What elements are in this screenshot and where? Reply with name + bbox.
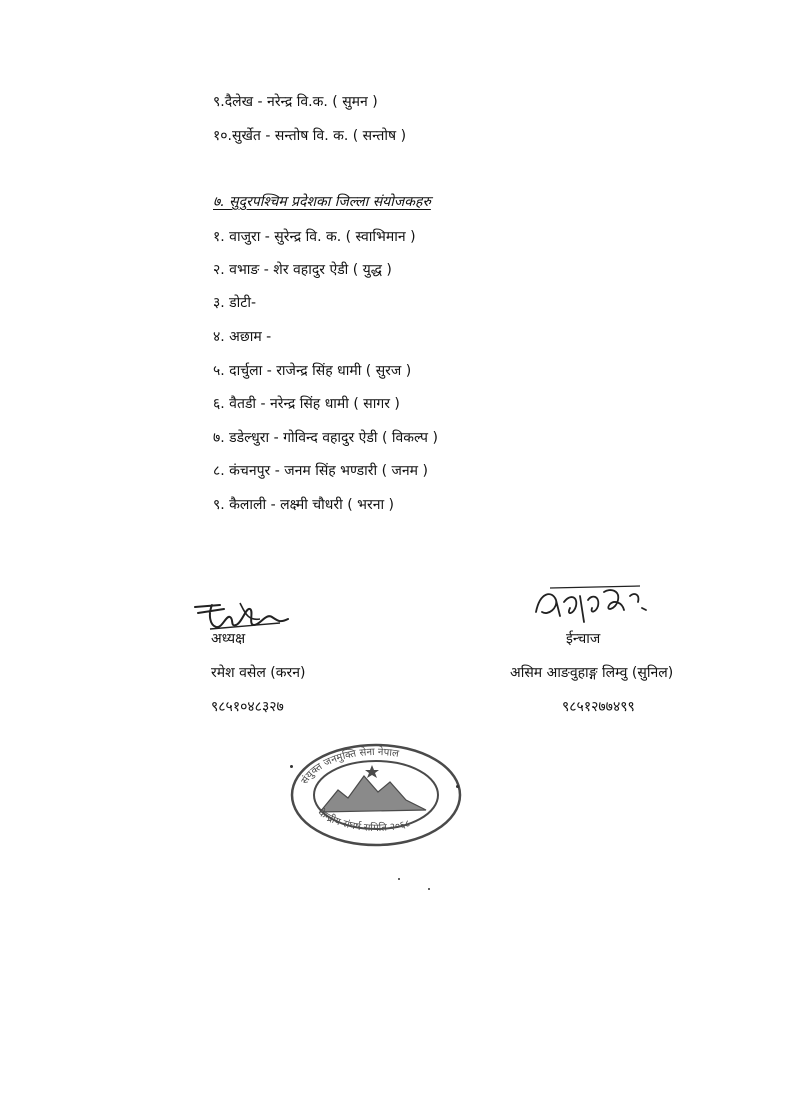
list-item: ५. दार्चुला - राजेन्द्र सिंह धामी ( सुरज ) xyxy=(213,363,412,379)
section-heading: ७. सुदुरपश्चिम प्रदेशका जिल्ला संयोजकहरु xyxy=(213,194,431,210)
list-item: ३. डोटी- xyxy=(213,295,257,311)
scan-speck xyxy=(428,888,430,890)
incharge-phone: ९८५१२७७४९९ xyxy=(562,699,635,715)
list-item: ६. वैतडी - नरेन्द्र सिंह धामी ( सागर ) xyxy=(213,396,400,412)
chairman-title: अध्यक्ष xyxy=(211,631,246,647)
previous-list-item: १०.सुर्खेत - सन्तोष वि. क. ( सन्तोष ) xyxy=(213,128,407,144)
list-item: १. वाजुरा - सुरेन्द्र वि. क. ( स्वाभिमान ) xyxy=(213,229,416,245)
list-item: ८. कंचनपुर - जनम सिंह भण्डारी ( जनम ) xyxy=(213,463,428,479)
list-item: ४. अछाम - xyxy=(213,329,272,345)
chairman-phone: ९८५१०४८३२७ xyxy=(211,699,284,715)
scan-speck xyxy=(456,785,459,788)
svg-text:संयुक्त जनमुक्ति सेना नेपाल: संयुक्त जनमुक्ति सेना नेपाल xyxy=(299,746,400,787)
previous-list-item: ९.दैलेख - नरेन्द्र वि.क. ( सुमन ) xyxy=(213,94,378,110)
incharge-name: असिम आङवुहाङ्ग लिम्वु (सुनिल) xyxy=(510,665,674,681)
list-item: २. वभाङ - शेर वहादुर ऐडी ( युद्ध ) xyxy=(213,262,392,278)
scan-speck xyxy=(290,765,293,768)
chairman-signature xyxy=(190,595,300,635)
list-item: ९. कैलाली - लक्ष्मी चौधरी ( भरना ) xyxy=(213,497,395,513)
incharge-signature xyxy=(530,582,670,630)
official-stamp xyxy=(286,740,466,850)
scan-speck xyxy=(398,878,400,880)
list-item: ७. डडेल्धुरा - गोविन्द वहादुर ऐडी ( विकल्प ) xyxy=(213,430,438,446)
chairman-name: रमेश वसेल (करन) xyxy=(211,665,306,681)
svg-text:केन्द्रीय संघर्ष समिति २०६८: केन्द्रीय संघर्ष समिति २०६८ xyxy=(315,807,412,835)
incharge-title: ईन्चाज xyxy=(566,631,601,647)
